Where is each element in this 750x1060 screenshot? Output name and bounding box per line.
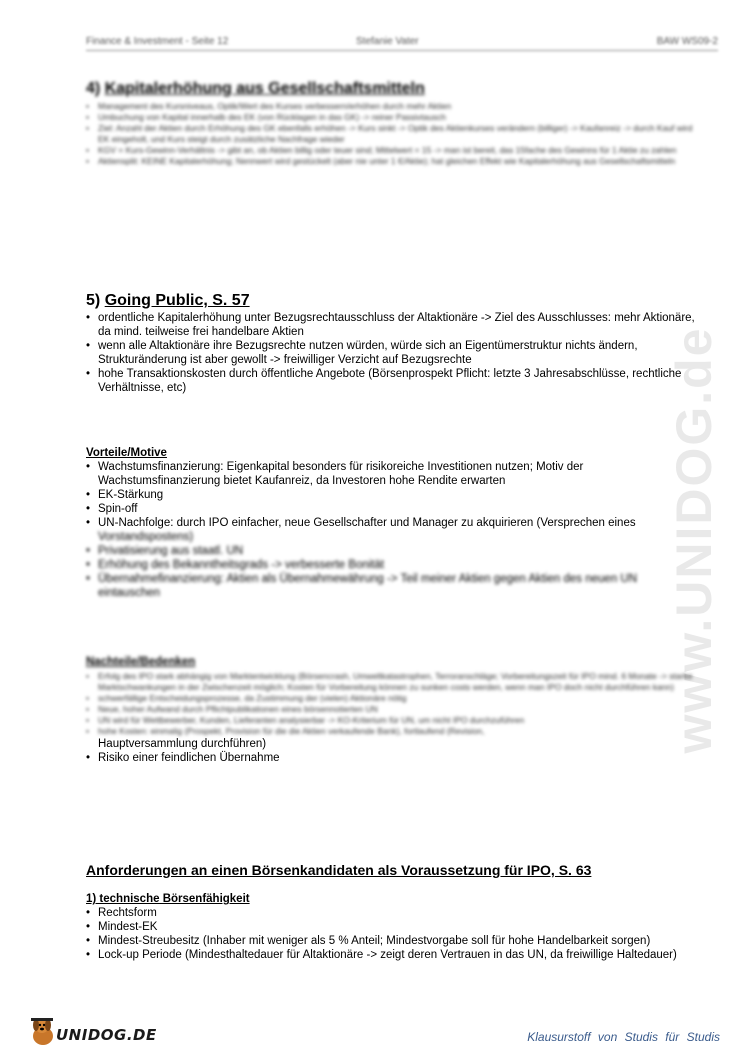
section-4-heading: 4) Kapitalerhöhung aus Gesellschaftsmitteln bbox=[86, 80, 425, 97]
list-item: • hohe Transaktionskosten durch öffentliche Angebote (Börsenprospekt Pflicht: letzte 3 Jahresabschlüsse, rechtliche Verhältnisse, etc) bbox=[86, 367, 696, 395]
unidog-logo bbox=[28, 1016, 168, 1052]
list-item: • Umbuchung von Kapital innerhalb des EK (von Rücklagen in das GK) -> reiner Passivtausch bbox=[86, 112, 696, 123]
anforderungen-section bbox=[86, 862, 696, 962]
anforderungen-list bbox=[86, 906, 696, 962]
header-center: Stefanie Vater bbox=[356, 36, 419, 47]
list-item: • Rechtsform bbox=[86, 906, 696, 920]
list-item: • wenn alle Altaktionäre ihre Bezugsrechte nutzen würden, würde sich an Eigentümerstruktur nichts ändern, Strukturänderung ist aber gewollt -> freiwilliger Verzicht auf Bezugsrechte bbox=[86, 339, 696, 367]
list-item: • UN wird für Wettbewerber, Kunden, Lieferanten analysierbar -> KO-Kriterium für UN, um nicht IPO durchzuführen bbox=[86, 715, 696, 726]
nachteile-section bbox=[86, 655, 696, 765]
watermark: www.UNIDOG.de bbox=[666, 326, 722, 754]
list-item: • Erhöhung des Bekanntheitsgrads -> verbesserte Bonität bbox=[86, 558, 696, 572]
list-item: • ordentliche Kapitalerhöhung unter Bezugsrechtausschluss der Altaktionäre -> Ziel des Ausschlusses: mehr Aktionäre, da mind. teilweise frei handelbare Aktien bbox=[86, 311, 696, 339]
list-item-continuation: Hauptversammlung durchführen) bbox=[98, 738, 267, 750]
section-5-heading: 5) Going Public, S. 57 bbox=[86, 292, 250, 309]
anforderungen-heading: Anforderungen an einen Börsenkandidaten als Voraussetzung für IPO, S. 63 bbox=[86, 862, 592, 878]
list-item: • Spin-off bbox=[86, 502, 696, 516]
list-item: • Wachstumsfinanzierung: Eigenkapital besonders für risikoreiche Investitionen nutzen; Motiv der Wachstumsfinanzierung bietet Kaufanreiz, da Investoren hohe Rendite erwarten bbox=[86, 460, 696, 488]
list-item: • KGV = Kurs-Gewinn-Verhältnis -> gibt an, ob Aktien billig oder teuer sind; Mittelwert = 15 -> man ist bereit, das 15fache des Gewinns für 1 Aktie zu zahlen bbox=[86, 145, 696, 156]
anforderungen-subheading: 1) technische Börsenfähigkeit bbox=[86, 893, 250, 905]
vorteile-heading: Vorteile/Motive bbox=[86, 447, 167, 459]
section-4 bbox=[86, 80, 696, 167]
footer-tagline: Klausurstoff von Studis für Studis bbox=[527, 1030, 720, 1044]
page-header bbox=[86, 34, 718, 51]
list-item: • Mindest-Streubesitz (Inhaber mit weniger als 5 % Anteil; Mindestvorgabe soll für hohe Handelbarkeit sorgen) bbox=[86, 934, 696, 948]
list-item: • schwerfällige Entscheidungsprozesse, da Zustimmung der (vielen) Aktionäre nötig bbox=[86, 693, 696, 704]
list-item: • Übernahmefinanzierung: Aktien als Übernahmewährung -> Teil meiner Aktien gegen Aktien des neuen UN eintauschen bbox=[86, 572, 696, 600]
list-item: • EK-Stärkung bbox=[86, 488, 696, 502]
vorteile-section bbox=[86, 446, 696, 600]
section-4-list bbox=[86, 101, 696, 167]
list-item-continuation: Vorstandspostens) bbox=[98, 531, 194, 543]
list-item: • Mindest-EK bbox=[86, 920, 696, 934]
list-item: • Neue, hoher Aufwand durch Pflichtpublikationen eines börsennotierten UN bbox=[86, 704, 696, 715]
section-5 bbox=[86, 292, 696, 395]
list-item: • Erfolg des IPO stark abhängig von Marktentwicklung (Börsencrash, Umweltkatastrophen, Terroranschläge; Vorbereitungszeit für IPO mind. 6 Monate -> starke Marktschwankungen in der Zwischenzeit möglich; Kosten für Vorbereitung können zu sunken costs werden, wenn man IPO doch nicht durchführen kann) bbox=[86, 671, 696, 693]
section-5-list bbox=[86, 311, 696, 395]
vorteile-blurred bbox=[86, 530, 696, 600]
dog-icon bbox=[28, 1016, 56, 1048]
header-left: Finance & Investment - Seite 12 bbox=[86, 36, 229, 47]
list-item: • Aktiensplit: KEINE Kapitalerhöhung; Nennwert wird gestückelt (aber nie unter 1 €/Aktie); hat gleichen Effekt wie Kapitalerhöhung aus Gesellschaftsmitteln bbox=[86, 156, 696, 167]
list-item: • Management des Kursniveaus, Optik/Wert des Kurses verbessern/erhöhen durch mehr Aktien bbox=[86, 101, 696, 112]
list-item: • Privatisierung aus staatl. UN bbox=[86, 544, 696, 558]
list-item: • Ziel: Anzahl der Aktien durch Erhöhung des GK ebenfalls erhöhen -> Kurs sinkt -> Optik des Aktienkurses verändern (billiger) -> Kaufanreiz -> durch Kauf wird EK eingeholt, und Kurs steigt durch zusätzliche Nachfrage wieder bbox=[86, 123, 696, 145]
logo-text: UNIDOG.DE bbox=[56, 1026, 157, 1044]
list-item: • hohe Kosten: einmalig (Prospekt, Provision für die die Aktien verkaufende Bank), fortlaufend (Revision, bbox=[86, 726, 696, 737]
list-item: • UN-Nachfolge: durch IPO einfacher, neue Gesellschafter und Manager zu akquirieren (Versprechen eines bbox=[86, 516, 696, 530]
nachteile-blurred bbox=[86, 655, 696, 737]
header-right: BAW WS09-2 bbox=[656, 36, 718, 47]
vorteile-list bbox=[86, 460, 696, 530]
nachteile-heading: Nachteile/Bedenken bbox=[86, 656, 196, 668]
list-item: • Risiko einer feindlichen Übernahme bbox=[86, 751, 696, 765]
list-item: • Lock-up Periode (Mindesthaltedauer für Altaktionäre -> zeigt deren Vertrauen in das UN, da freiwillige Haltedauer) bbox=[86, 948, 696, 962]
